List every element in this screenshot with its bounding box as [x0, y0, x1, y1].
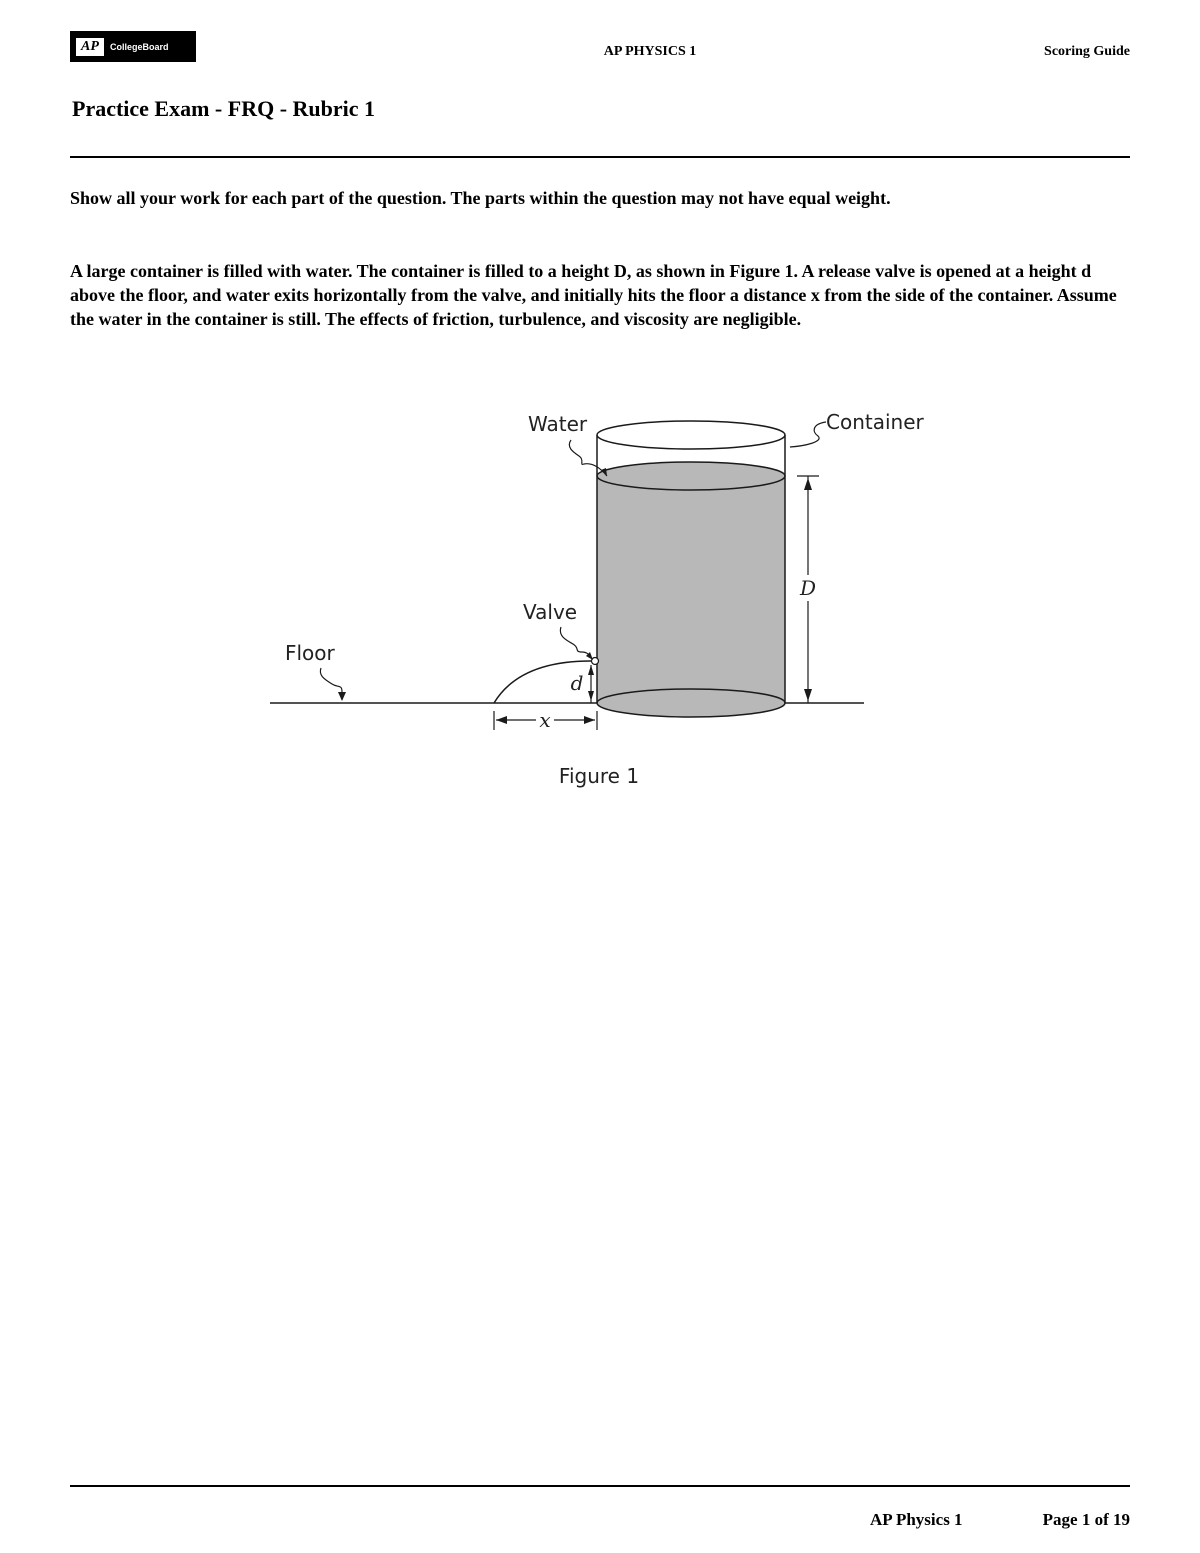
d-arrow-down — [588, 691, 594, 701]
d-label: d — [570, 671, 584, 695]
valve-icon — [592, 658, 599, 665]
x-label: x — [539, 708, 551, 732]
D-arrow-down — [804, 689, 812, 701]
D-arrow-up — [804, 478, 812, 490]
logo-brand-text: CollegeBoard — [110, 42, 169, 52]
instructions-text: Show all your work for each part of the question. The parts within the question may not have equal weight. — [70, 188, 891, 208]
valve-label: Valve — [523, 600, 578, 624]
D-label: D — [799, 576, 817, 600]
page-title: Practice Exam - FRQ - Rubric 1 — [72, 96, 376, 121]
footer-divider — [70, 1485, 1130, 1487]
figure-caption: Figure 1 — [558, 764, 640, 788]
floor-label: Floor — [285, 641, 335, 665]
water-leader-line — [569, 440, 607, 476]
water-surface — [597, 462, 785, 490]
logo-ap-mark: AP — [76, 38, 104, 56]
floor-leader-line — [320, 668, 342, 700]
d-arrow-up — [588, 665, 594, 675]
header-scoring-guide: Scoring Guide — [1044, 44, 1130, 59]
floor-leader-arrow — [338, 692, 346, 701]
water-label: Water — [528, 412, 588, 436]
container-top-rim — [597, 421, 785, 449]
footer-course: AP Physics 1 — [870, 1510, 963, 1529]
container-label: Container — [826, 410, 924, 434]
question-text: A large container is filled with water. The container is filled to a height D, as shown in Figure 1. A release valve is opened at a height d above the floor, and water exits horizontally from the valve, and initially hits the floor a distance x from the side of the container. Assume the water in the container is still. The effects of friction, turbulence, and viscosity are negligible. — [70, 261, 1117, 329]
valve-leader-line — [560, 627, 592, 659]
x-arrow-right — [584, 716, 595, 724]
container-leader-line — [790, 422, 826, 447]
water-body — [597, 476, 785, 717]
x-arrow-left — [496, 716, 507, 724]
footer-page-number: Page 1 of 19 — [1042, 1510, 1130, 1529]
header-course-title: AP PHYSICS 1 — [603, 44, 697, 59]
